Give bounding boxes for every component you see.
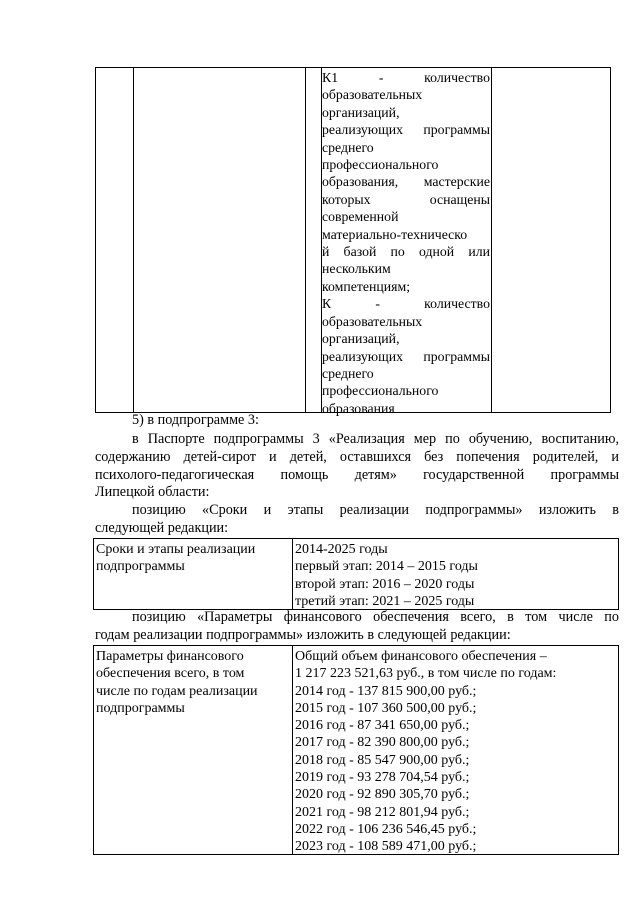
cell-line: материально-техническо — [322, 226, 468, 242]
cell-line: профессионального — [322, 157, 439, 173]
cell-line: которых оснащены — [322, 191, 490, 207]
paragraph-line: следующей редакции: — [95, 520, 229, 536]
cell-line: реализующих программы — [322, 348, 490, 364]
paragraph-line: содержанию детей-сирот и детей, оставшихся без попечения родителей, и — [95, 449, 619, 465]
column-divider — [292, 646, 293, 854]
terms-label-cell — [96, 541, 255, 576]
value-line: 2018 год - 85 547 900,00 руб.; — [295, 752, 470, 768]
value-line: третий этап: 2021 – 2025 годы — [295, 593, 475, 609]
paragraph-line: позицию «Сроки и этапы реализации подпрограммы» изложить в — [132, 502, 619, 518]
column-divider — [133, 67, 134, 413]
cell-line: среднего — [322, 365, 374, 381]
paragraph-line: позицию «Параметры финансового обеспечения всего, в том числе по — [132, 609, 619, 625]
column-divider — [292, 539, 293, 609]
column-divider — [491, 67, 492, 413]
paragraph-line: психолого-педагогическая помощь детям» государственной программы — [95, 467, 619, 483]
value-line: 2023 год - 108 589 471,00 руб.; — [295, 839, 477, 855]
cell-line: нескольким — [322, 261, 391, 277]
cell-line: образования — [322, 400, 395, 416]
value-line: Общий объем финансового обеспечения – — [295, 649, 547, 664]
paragraph-line: в Паспорте подпрограммы 3 «Реализация мер по обучению, воспитанию, — [132, 431, 619, 447]
value-line: 2015 год - 107 360 500,00 руб.; — [295, 700, 477, 716]
finance-table — [93, 645, 619, 855]
value-line: 2014-2025 годы — [295, 542, 388, 557]
value-line: 1 217 223 521,63 руб., в том числе по годам: — [295, 666, 557, 682]
value-line: 2014 год - 137 815 900,00 руб.; — [295, 683, 477, 699]
value-line: 2017 год - 82 390 800,00 руб.; — [295, 735, 470, 751]
cell-line: образования, мастерские — [322, 174, 490, 190]
item-heading: 5) в подпрограмме 3: — [132, 412, 259, 428]
table-top-border — [96, 67, 610, 68]
cell-line: образовательных — [322, 313, 423, 329]
finance-value-cell — [295, 648, 556, 856]
value-line: 2019 год - 93 278 704,54 руб.; — [295, 770, 470, 786]
cell-line: организаций, — [322, 331, 400, 347]
label-line: Параметры финансового — [96, 649, 244, 664]
label-line: обеспечения всего, в том — [96, 666, 245, 682]
value-line: первый этап: 2014 – 2015 годы — [295, 559, 478, 575]
cell-line: реализующих программы — [322, 122, 490, 138]
cell-line: й базой по одной или — [322, 244, 490, 260]
paragraph-line: Липецкой области: — [95, 484, 210, 500]
value-line: 2021 год - 98 212 801,94 руб.; — [295, 804, 470, 820]
value-line: 2020 год - 92 890 305,70 руб.; — [295, 787, 470, 803]
value-line: второй этап: 2016 – 2020 годы — [295, 576, 475, 592]
terms-table — [93, 538, 619, 610]
finance-label-cell — [96, 648, 258, 717]
column-divider — [305, 67, 306, 413]
cell-line: образовательных — [322, 87, 423, 103]
terms-value-cell — [295, 541, 478, 610]
label-line: подпрограммы — [96, 559, 185, 575]
cell-line: компетенциям; — [322, 278, 411, 294]
indicator-table — [95, 67, 611, 416]
label-line: подпрограммы — [96, 700, 185, 716]
value-line: 2016 год - 87 341 650,00 руб.; — [295, 718, 470, 734]
label-line: числе по годам реализации — [96, 683, 258, 699]
cell-line: среднего — [322, 139, 374, 155]
cell-line: организаций, — [322, 104, 400, 120]
cell-line: К1 - количество — [322, 70, 490, 85]
cell-line: современной — [322, 209, 399, 225]
indicator-description-cell — [322, 69, 490, 417]
cell-line: К - количество — [322, 296, 490, 312]
paragraph-line: годам реализации подпрограммы» изложить в следующей редакции: — [95, 627, 511, 643]
label-line: Сроки и этапы реализации — [96, 542, 256, 557]
cell-line: профессионального — [322, 383, 439, 399]
value-line: 2022 год - 106 236 546,45 руб.; — [295, 821, 477, 837]
